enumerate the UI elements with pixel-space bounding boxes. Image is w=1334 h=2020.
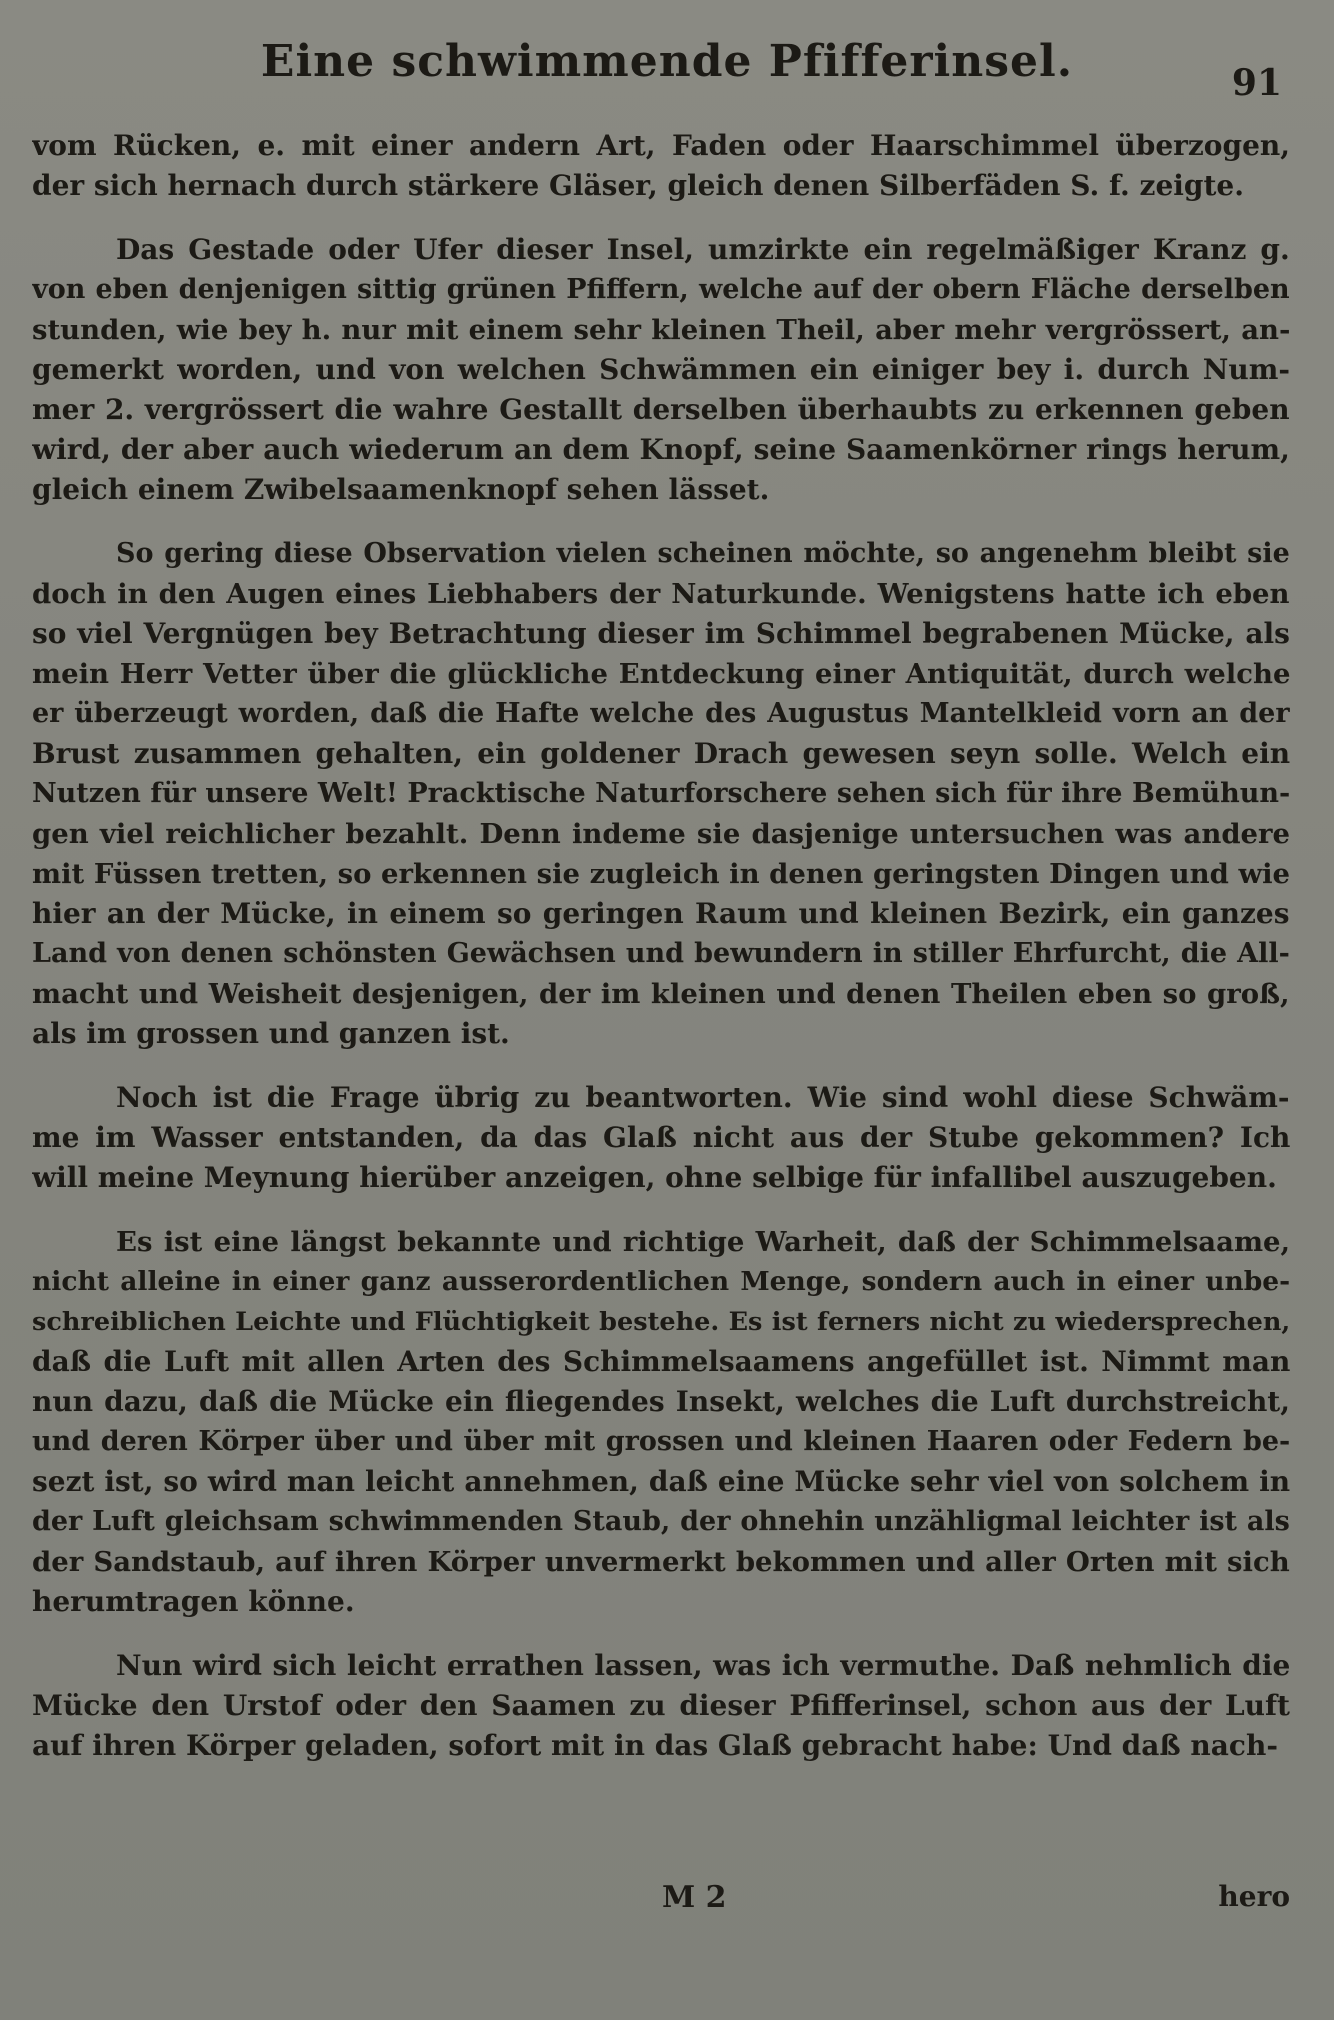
text-line: nicht alleine in einer ganz ausserordentlichen Menge, sondern auch in einer unbe- [32, 1266, 1290, 1297]
text-line: doch in den Augen eines Liebhabers der Naturkunde. Wenigstens hatte ich eben [32, 578, 1290, 610]
paragraph [32, 534, 1290, 1054]
text-line: wird, der aber auch wiederum an dem Knopf, seine Saamenkörner rings herum, [32, 433, 1290, 466]
text-line: so viel Vergnügen bey Betrachtung dieser im Schimmel begrabenen Mücke, als [32, 617, 1290, 650]
text-line: gemerkt worden, und von welchen Schwämmen ein einiger bey i. durch Num- [32, 353, 1290, 386]
text-line: hier an der Mücke, in einem so geringen Raum und kleinen Bezirk, ein ganzes [32, 897, 1290, 930]
text-line: schreiblichen Leichte und Flüchtigkeit bestehe. Es ist ferners nicht zu wiedersprechen, [32, 1307, 1290, 1337]
paragraph [32, 230, 1290, 510]
text-line: er überzeugt worden, daß die Hafte welche des Augustus Mantelkleid vorn an der [32, 698, 1290, 729]
paragraph [32, 1222, 1290, 1622]
paragraph [32, 126, 1290, 206]
text-line: gleich einem Zwibelsaamenknopf sehen lässet. [32, 473, 770, 506]
text-line: gen viel reichlicher bezahlt. Denn indeme sie dasjenige untersuchen was andere [32, 818, 1290, 850]
text-line: Nutzen für unsere Welt! Pracktische Naturforschere sehen sich für ihre Bemühun- [32, 778, 1290, 809]
text-line: Nun wird sich leicht errathen lassen, was ich vermuthe. Daß nehmlich die [116, 1649, 1290, 1682]
catchword: hero [1218, 1880, 1290, 1913]
page-number: 91 [1231, 62, 1282, 104]
text-line: So gering diese Observation vielen scheinen möchte, so angenehm bleibt sie [116, 538, 1290, 569]
text-line: nun dazu, daß die Mücke ein fliegendes Insekt, welches die Luft durchstreicht, [32, 1385, 1290, 1418]
text-line: me im Wasser entstanden, da das Glaß nicht aus der Stube gekommen? Ich [32, 1121, 1290, 1154]
text-line: mer 2. vergrössert die wahre Gestallt derselben überhaubts zu erkennen geben [32, 393, 1290, 426]
paragraph [32, 1646, 1290, 1766]
text-line: Mücke den Urstof oder den Saamen zu dieser Pfifferinsel, schon aus der Luft [32, 1689, 1290, 1722]
text-line: sezt ist, so wird man leicht annehmen, daß eine Mücke sehr viel von solchem in [32, 1465, 1290, 1498]
text-line: als im grossen und ganzen ist. [32, 1017, 510, 1050]
text-line: vom Rücken, e. mit einer andern Art, Faden oder Haarschimmel überzogen, [32, 129, 1290, 162]
text-line: Land von denen schönsten Gewächsen und bewundern in stiller Ehrfurcht, die All- [32, 938, 1290, 969]
text-line: Das Gestade oder Ufer dieser Insel, umzirkte ein regelmäßiger Kranz g. [116, 233, 1290, 266]
text-line: mein Herr Vetter über die glückliche Entdeckung einer Antiquität, durch welche [32, 658, 1290, 690]
paragraph [32, 1078, 1290, 1198]
text-line: auf ihren Körper geladen, sofort mit in das Glaß gebracht habe: Und daß nach- [32, 1729, 1278, 1762]
text-line: herumtragen könne. [32, 1585, 355, 1618]
signature-mark: M 2 [662, 1880, 727, 1915]
running-title: Eine schwimmende Pfifferinsel. [260, 36, 1074, 87]
text-line: will meine Meynung hierüber anzeigen, ohne selbige für infallibel auszugeben. [32, 1161, 1277, 1194]
text-line: der Luft gleichsam schwimmenden Staub, der ohnehin unzähligmal leichter ist als [32, 1506, 1290, 1537]
text-line: Noch ist die Frage übrig zu beantworten. Wie sind wohl diese Schwäm- [116, 1081, 1290, 1114]
text-line: der Sandstaub, auf ihren Körper unvermerkt bekommen und aller Orten mit sich [32, 1546, 1290, 1578]
text-line: der sich hernach durch stärkere Gläser, gleich denen Silberfäden S. f. zeigte. [32, 169, 1244, 202]
text-line: Brust zusammen gehalten, ein goldener Drach gewesen seyn solle. Welch ein [32, 737, 1290, 770]
text-line: von eben denjenigen sittig grünen Pfiffern, welche auf der obern Fläche derselben [32, 274, 1290, 305]
text-line: mit Füssen tretten, so erkennen sie zugleich in denen geringsten Dingen und wie [32, 858, 1290, 890]
text-line: Es ist eine längst bekannte und richtige Warheit, daß der Schimmelsaame, [116, 1226, 1290, 1258]
text-line: und deren Körper über und über mit grossen und kleinen Haaren oder Federn be- [32, 1426, 1290, 1457]
text-line: stunden, wie bey h. nur mit einem sehr kleinen Theil, aber mehr vergrössert, an- [32, 314, 1290, 346]
body-text [32, 126, 1290, 1790]
text-line: daß die Luft mit allen Arten des Schimmelsaamens angefüllet ist. Nimmt man [32, 1345, 1290, 1378]
text-line: macht und Weisheit desjenigen, der im kleinen und denen Theilen eben so groß, [32, 978, 1290, 1010]
